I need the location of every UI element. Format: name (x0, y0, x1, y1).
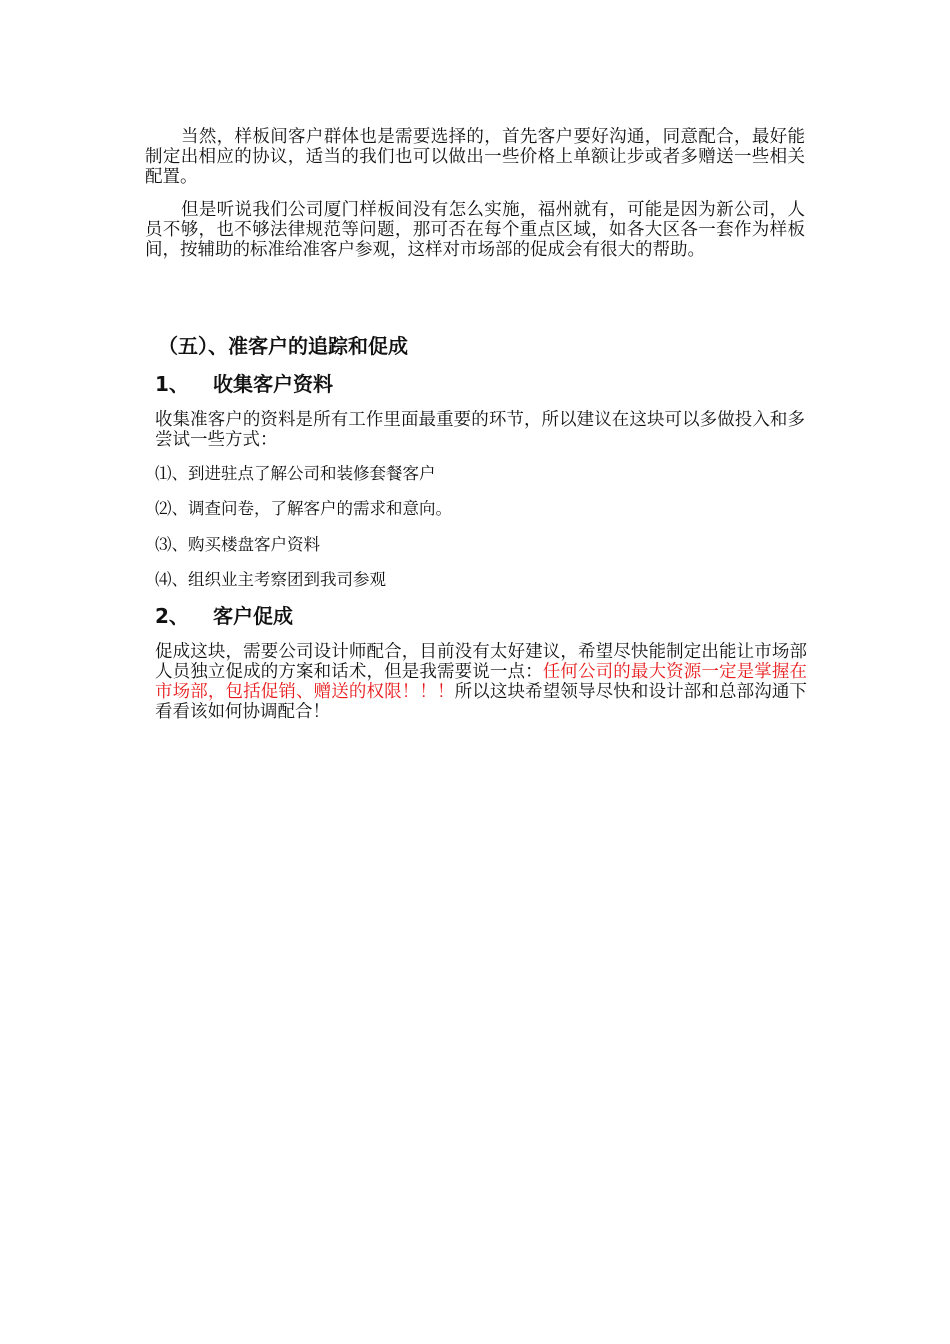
list-item: ⑵、调查问卷，了解客户的需求和意向。 (155, 499, 452, 518)
promotion-text-start: 促成这块，需要公司设计师配合，目前没有太好建议，希望尽快能制定出能让市场部人员独立促成的方案和话术，但是我需要说一点： (155, 642, 807, 682)
subsection-heading-1 (155, 371, 333, 397)
subsection-title: 客户促成 (213, 604, 293, 628)
section-heading: （五）、准客户的追踪和促成 (158, 334, 408, 358)
intro-paragraph-1: 当然，样板间客户群体也是需要选择的，首先客户要好沟通，同意配合，最好能制定出相应的协议，适当的我们也可以做出一些价格上单额让步或者多赠送一些相关配置。 (145, 127, 805, 187)
promotion-highlight-text: 任何公司的最大资源一定是掌握在市场部，包括促销、赠送的权限！！！ (155, 662, 807, 702)
subsection-heading-2 (155, 603, 293, 629)
subsection-number: 2、 (155, 604, 189, 628)
subsection-number: 1、 (155, 372, 189, 396)
collect-data-paragraph: 收集准客户的资料是所有工作里面最重要的环节，所以建议在这块可以多做投入和多尝试一些方式： (155, 410, 805, 450)
list-item: ⑴、到进驻点了解公司和装修套餐客户 (155, 464, 436, 483)
subsection-title: 收集客户资料 (213, 372, 333, 396)
list-item: ⑶、购买楼盘客户资料 (155, 535, 320, 554)
promotion-text-end: 所以这块希望领导尽快和设计部和总部沟通下看看该如何协调配合！ (155, 682, 807, 722)
promotion-paragraph (155, 642, 807, 722)
intro-paragraph-2: 但是听说我们公司厦门样板间没有怎么实施，福州就有，可能是因为新公司，人员不够，也不够法律规范等问题，那可否在每个重点区域，如各大区各一套作为样板间，按辅助的标准给准客户参观，这样对市场部的促成会有很大的帮助。 (145, 200, 805, 260)
list-item: ⑷、组织业主考察团到我司参观 (155, 570, 386, 589)
